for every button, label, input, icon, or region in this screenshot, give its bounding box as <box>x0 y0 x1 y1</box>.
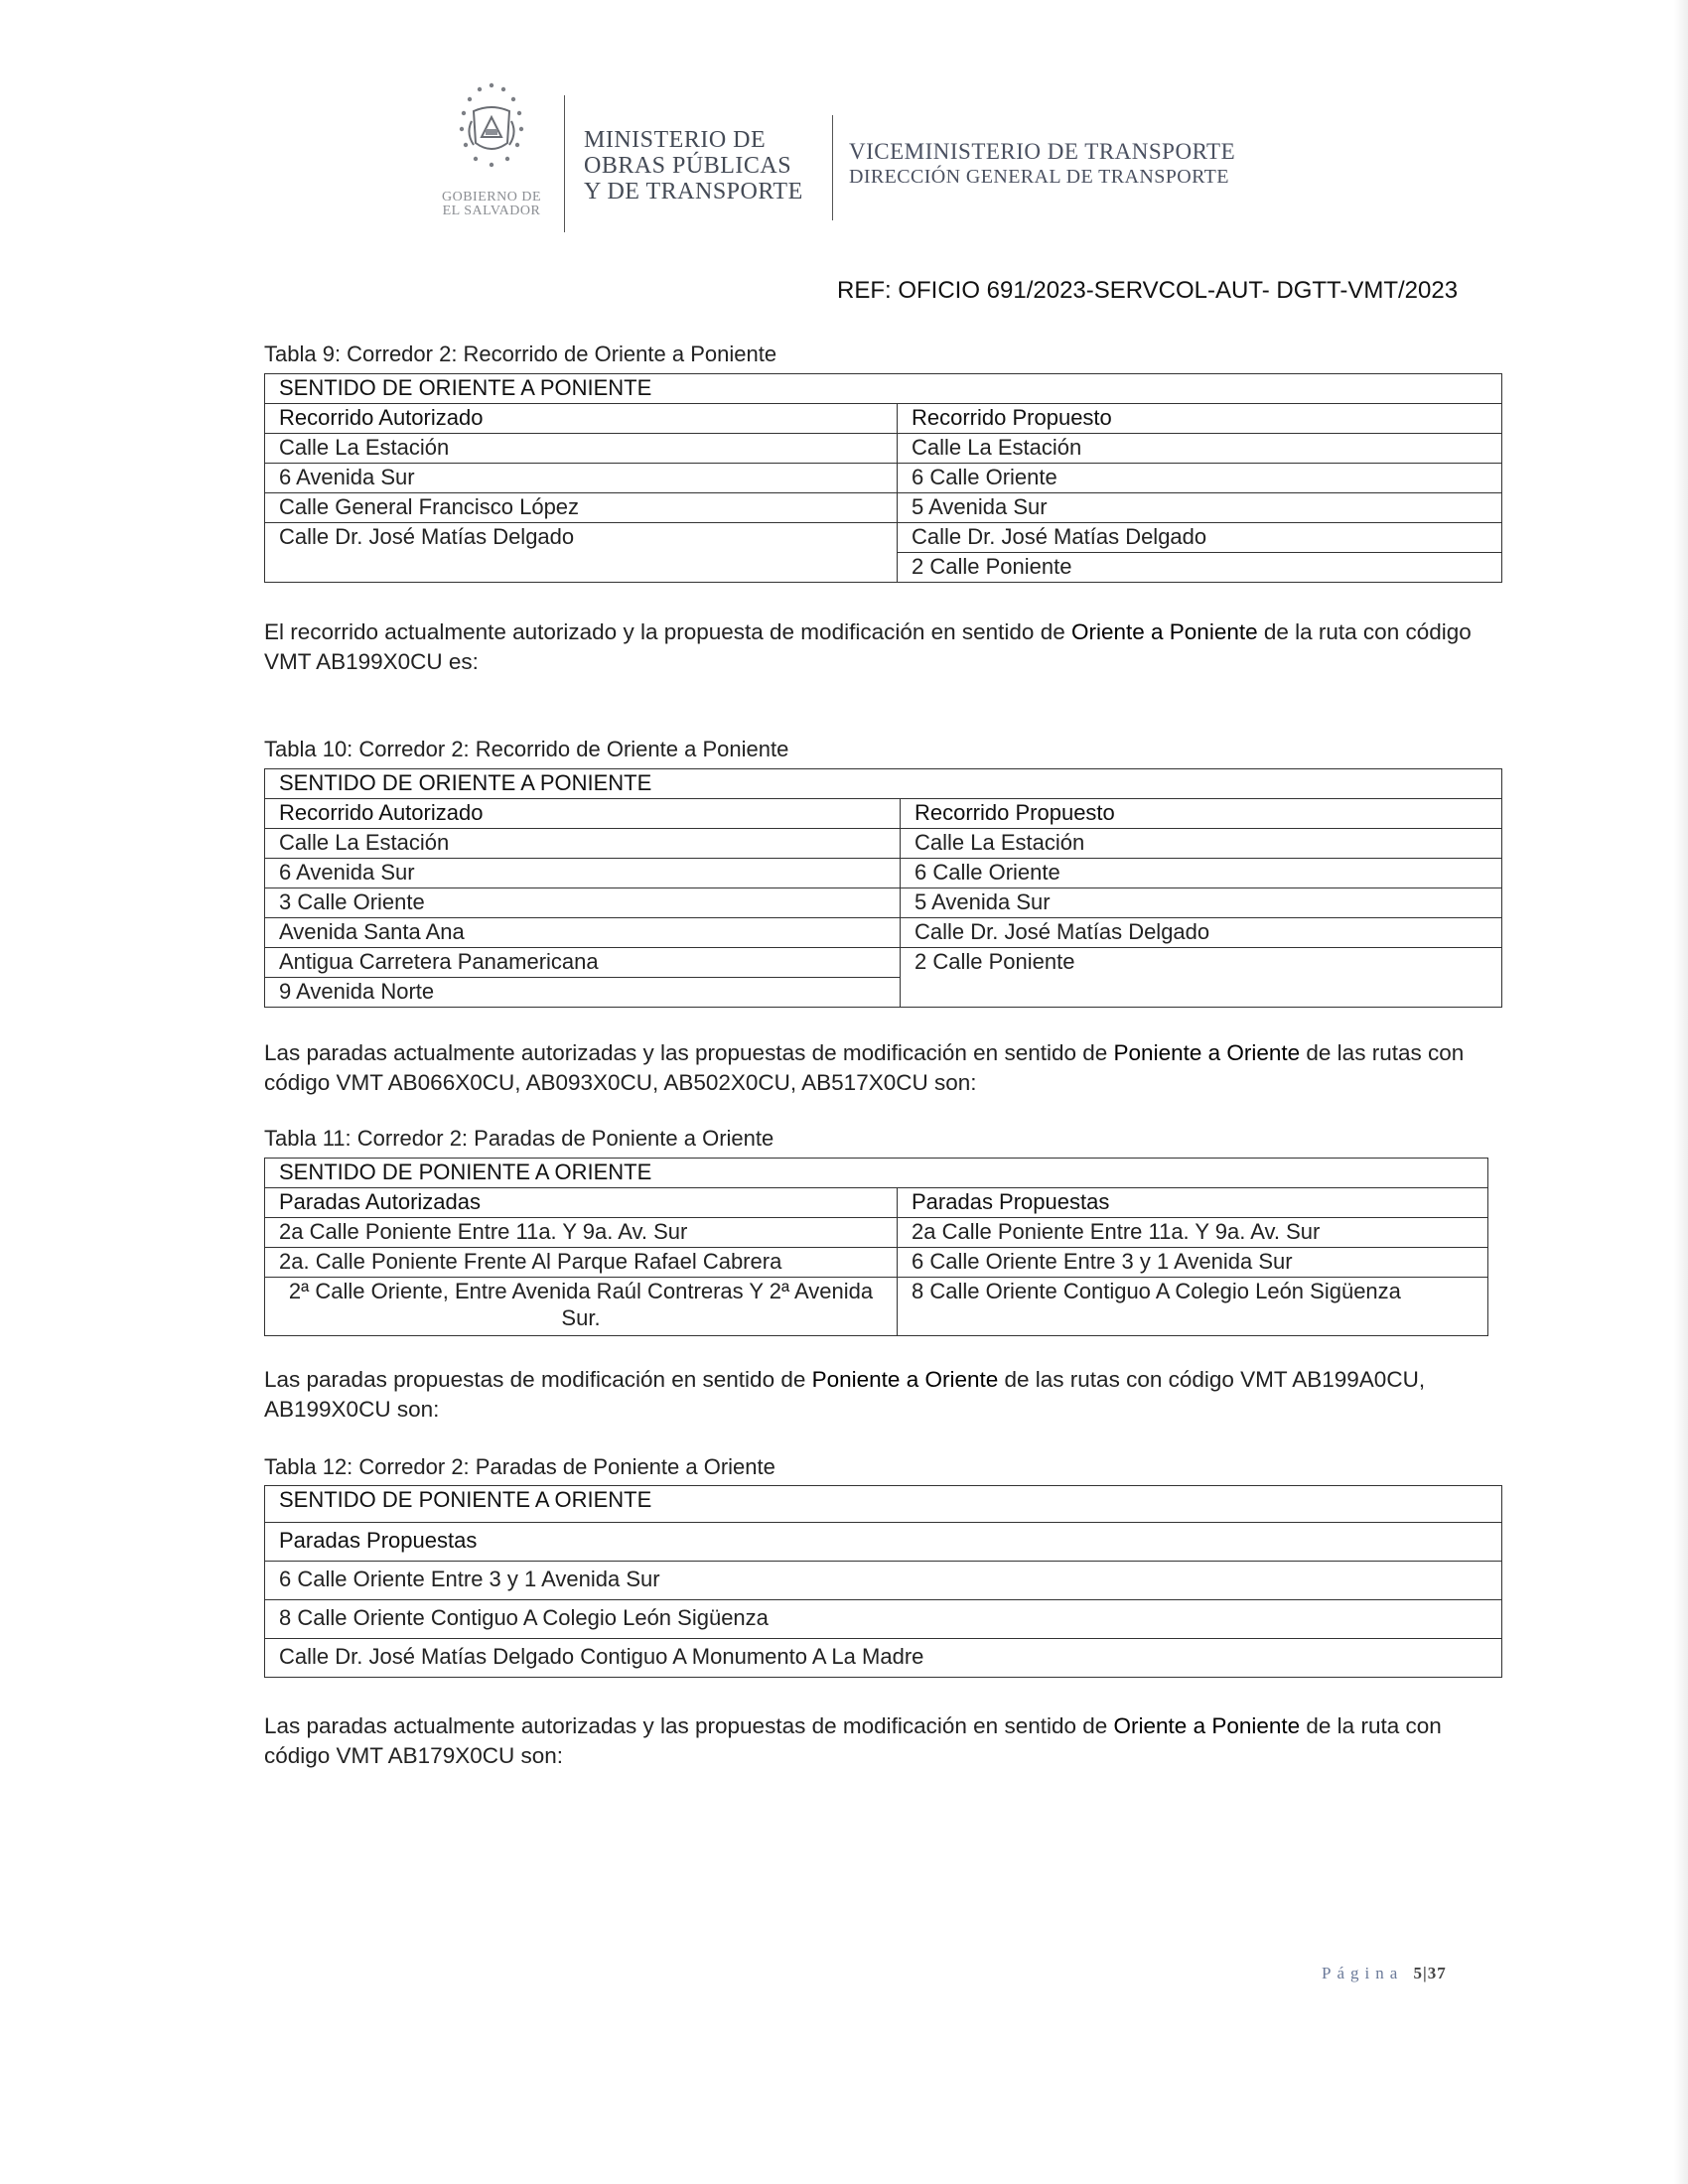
table11-title: SENTIDO DE PONIENTE A ORIENTE <box>265 1159 1488 1188</box>
table-cell: Avenida Santa Ana <box>265 918 901 948</box>
table9-col-left: Recorrido Autorizado <box>265 404 898 434</box>
direction-emphasis: Oriente a Poniente <box>1070 619 1258 644</box>
table-cell: Calle Dr. José Matías Delgado Contiguo A Monumento A La Madre <box>265 1639 1502 1678</box>
table-cell: 8 Calle Oriente Contiguo A Colegio León Sigüenza <box>898 1278 1488 1336</box>
table12 <box>264 1485 1502 1678</box>
table-cell: 2a Calle Poniente Entre 11a. Y 9a. Av. Sur <box>898 1218 1488 1248</box>
table-cell: Calle Dr. José Matías Delgado <box>898 523 1502 553</box>
table-cell: 5 Avenida Sur <box>898 493 1502 523</box>
table10-caption: Tabla 10: Corredor 2: Recorrido de Oriente a Poniente <box>264 737 789 761</box>
table-cell: Calle La Estación <box>898 434 1502 464</box>
paragraph-3 <box>264 1365 1505 1425</box>
table-cell: 8 Calle Oriente Contiguo A Colegio León Sigüenza <box>265 1600 1502 1639</box>
table-cell: 6 Avenida Sur <box>265 859 901 888</box>
table-cell: Calle La Estación <box>901 829 1502 859</box>
table-cell: Calle General Francisco López <box>265 493 898 523</box>
table-cell: Antigua Carretera Panamericana <box>265 948 901 978</box>
seal-caption-line2: EL SALVADOR <box>442 204 541 218</box>
paragraph-text: Las paradas actualmente autorizadas y las propuestas de modificación en sentido de <box>264 1713 1114 1738</box>
vice-line1: VICEMINISTERIO DE TRANSPORTE <box>849 139 1236 164</box>
table11-col-left: Paradas Autorizadas <box>265 1188 898 1218</box>
ministry-line3: Y DE TRANSPORTE <box>584 179 803 205</box>
table12-title: SENTIDO DE PONIENTE A ORIENTE <box>265 1486 1502 1523</box>
ministry-line2: OBRAS PÚBLICAS <box>584 153 792 179</box>
paragraph-text: de la ruta con código VMT AB179X0CU son: <box>264 1713 1442 1768</box>
table11-col-right: Paradas Propuestas <box>898 1188 1488 1218</box>
ministry-line1: MINISTERIO DE <box>584 127 767 153</box>
table-cell: 6 Calle Oriente Entre 3 y 1 Avenida Sur <box>898 1248 1488 1278</box>
direction-emphasis: Poniente a Oriente <box>811 1367 999 1392</box>
paragraph-text: de la ruta con código VMT AB199X0CU es: <box>264 619 1472 674</box>
table10-col-left: Recorrido Autorizado <box>265 799 901 829</box>
table-cell: 6 Calle Oriente <box>898 464 1502 493</box>
table-cell: 2 Calle Poniente <box>901 948 1502 1008</box>
page-edge <box>1674 0 1688 2184</box>
table-cell: 3 Calle Oriente <box>265 888 901 918</box>
table12-caption: Tabla 12: Corredor 2: Paradas de Poniente a Oriente <box>264 1454 775 1479</box>
table-cell: 5 Avenida Sur <box>901 888 1502 918</box>
direction-emphasis: Oriente a Poniente <box>1113 1713 1301 1738</box>
paragraph-text: de las rutas con código VMT AB199A0CU, AB199X0CU son: <box>264 1367 1426 1422</box>
table-cell: 2 Calle Poniente <box>898 553 1502 583</box>
table9-title: SENTIDO DE ORIENTE A PONIENTE <box>265 374 1502 404</box>
vice-line2: DIRECCIÓN GENERAL DE TRANSPORTE <box>849 166 1229 188</box>
seal-caption-line1: GOBIERNO DE <box>442 190 541 205</box>
header-divider <box>832 115 833 220</box>
page-number <box>1322 1964 1447 1983</box>
table-cell: Calle La Estación <box>265 829 901 859</box>
table9-caption: Tabla 9: Corredor 2: Recorrido de Oriente a Poniente <box>264 341 777 366</box>
reference-number: REF: OFICIO 691/2023-SERVCOL-AUT- DGTT-VMT/2023 <box>837 277 1459 304</box>
paragraph-1 <box>264 617 1505 677</box>
direction-emphasis: Poniente a Oriente <box>1113 1040 1301 1065</box>
table9-col-right: Recorrido Propuesto <box>898 404 1502 434</box>
table9 <box>264 373 1502 583</box>
paragraph-4 <box>264 1711 1505 1771</box>
table11-caption: Tabla 11: Corredor 2: Paradas de Poniente a Oriente <box>264 1126 774 1151</box>
table11 <box>264 1158 1488 1336</box>
table-cell: 6 Calle Oriente Entre 3 y 1 Avenida Sur <box>265 1562 1502 1600</box>
table-cell: 9 Avenida Norte <box>265 978 901 1008</box>
paragraph-2 <box>264 1038 1505 1098</box>
table12-col: Paradas Propuestas <box>265 1523 1502 1562</box>
table-cell: 2a Calle Poniente Entre 11a. Y 9a. Av. Sur <box>265 1218 898 1248</box>
header-divider <box>564 95 565 232</box>
table10 <box>264 768 1502 1008</box>
paragraph-text: Las paradas propuestas de modificación en sentido de <box>264 1367 812 1392</box>
coat-of-arms-icon <box>442 77 541 187</box>
table-cell: 6 Avenida Sur <box>265 464 898 493</box>
page-label: Página <box>1322 1964 1404 1982</box>
table-cell: 2a. Calle Poniente Frente Al Parque Rafael Cabrera <box>265 1248 898 1278</box>
table10-col-right: Recorrido Propuesto <box>901 799 1502 829</box>
paragraph-text: de las rutas con código VMT AB066X0CU, AB093X0CU, AB502X0CU, AB517X0CU son: <box>264 1040 1465 1095</box>
table-cell: 2ª Calle Oriente, Entre Avenida Raúl Contreras Y 2ª Avenida Sur. <box>265 1278 898 1336</box>
page-count: 5|37 <box>1413 1964 1447 1982</box>
vice-ministry-name <box>849 139 1235 189</box>
paragraph-text: El recorrido actualmente autorizado y la propuesta de modificación en sentido de <box>264 619 1071 644</box>
letterhead <box>427 77 1321 246</box>
ministry-name <box>584 127 803 205</box>
paragraph-text: Las paradas actualmente autorizadas y las propuestas de modificación en sentido de <box>264 1040 1114 1065</box>
table-cell: Calle Dr. José Matías Delgado <box>265 523 898 583</box>
table-cell: Calle Dr. José Matías Delgado <box>901 918 1502 948</box>
table-cell: Calle La Estación <box>265 434 898 464</box>
table-cell: 6 Calle Oriente <box>901 859 1502 888</box>
government-seal <box>437 77 546 246</box>
table10-title: SENTIDO DE ORIENTE A PONIENTE <box>265 769 1502 799</box>
